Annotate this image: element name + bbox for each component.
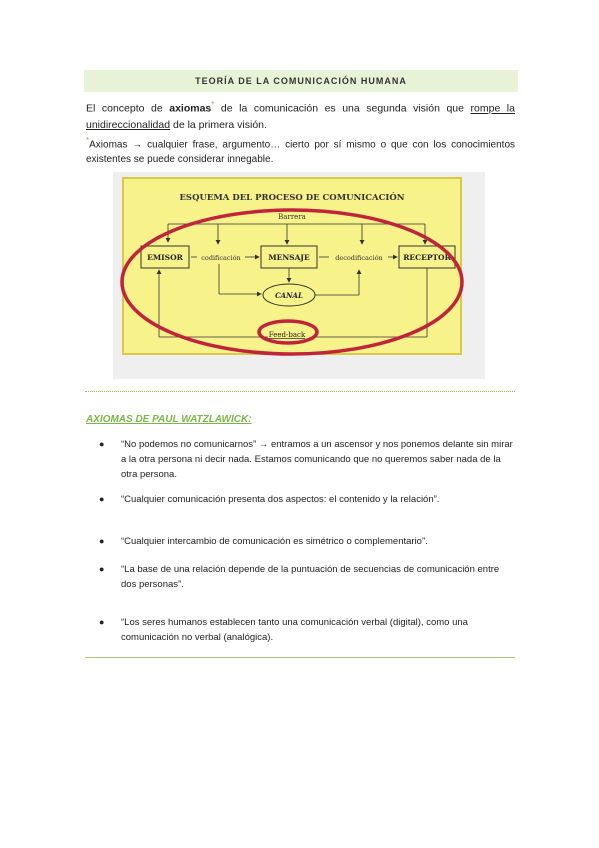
section-divider xyxy=(85,391,515,392)
definition-footnote-star: * xyxy=(86,136,90,145)
receptor-label: RECEPTOR xyxy=(403,253,451,262)
intro-text-3: de la primera visión. xyxy=(170,118,267,131)
intro-text-1: El concepto de xyxy=(86,102,170,115)
emisor-label: EMISOR xyxy=(147,253,183,262)
communication-diagram xyxy=(113,172,485,379)
bullet-icon: ● xyxy=(99,439,105,449)
axiomas-heading: AXIOMAS DE PAUL WATZLAWICK: xyxy=(86,414,252,425)
axiom-item-text: “No podemos no comunicarnos” → entramos a un ascensor y nos ponemos delante sin mirar a la otra persona ni decir nada. Estamos comunicando que no queremos saber nada de la otra persona. xyxy=(121,439,513,480)
intro-text-2: de la comunicación es una segunda visión que xyxy=(214,102,471,115)
bullet-icon: ● xyxy=(99,536,105,546)
barrera-label: Barrera xyxy=(278,213,306,221)
axiom-item-text: “Cualquier intercambio de comunicación es simétrico o complementario”. xyxy=(121,536,428,547)
bottom-divider xyxy=(85,657,515,658)
axiomas-definition xyxy=(86,133,515,167)
bullet-icon: ● xyxy=(99,564,105,574)
feedback-label: Feed-back xyxy=(268,331,306,339)
intro-underlined: rompe la unidireccionalidad xyxy=(86,102,515,131)
intro-bold-axiomas: axiomas xyxy=(169,102,212,115)
bullet-icon: ● xyxy=(99,494,105,504)
diagram-svg xyxy=(113,172,485,379)
codificacion-label: codificación xyxy=(201,254,241,262)
intro-footnote-star: * xyxy=(211,100,215,109)
axiom-item-text: “La base de una relación depende de la puntuación de secuencias de comunicación entre dos personas”. xyxy=(121,564,500,590)
decodificacion-label: decodificación xyxy=(335,254,383,262)
mensaje-label: MENSAJE xyxy=(268,253,310,262)
diagram-title: ESQUEMA DEL PROCESO DE COMUNICACIÓN xyxy=(179,193,405,203)
axiom-item-text: “Los seres humanos establecen tanto una comunicación verbal (digital), como una comunicación no verbal (analógica). xyxy=(121,617,468,643)
bullet-icon: ● xyxy=(99,617,105,627)
document-title xyxy=(84,70,518,92)
document-title-text: TEORÍA DE LA COMUNICACIÓN HUMANA xyxy=(195,76,407,86)
definition-text: Axiomas → cualquier frase, argumento… cierto por sí mismo o que con los conocimientos existentes se puede considerar innegable. xyxy=(86,139,515,166)
intro-paragraph xyxy=(86,97,515,133)
canal-label: CANAL xyxy=(275,291,303,300)
axiom-item-text: “Cualquier comunicación presenta dos aspectos: el contenido y la relación”. xyxy=(121,494,440,505)
